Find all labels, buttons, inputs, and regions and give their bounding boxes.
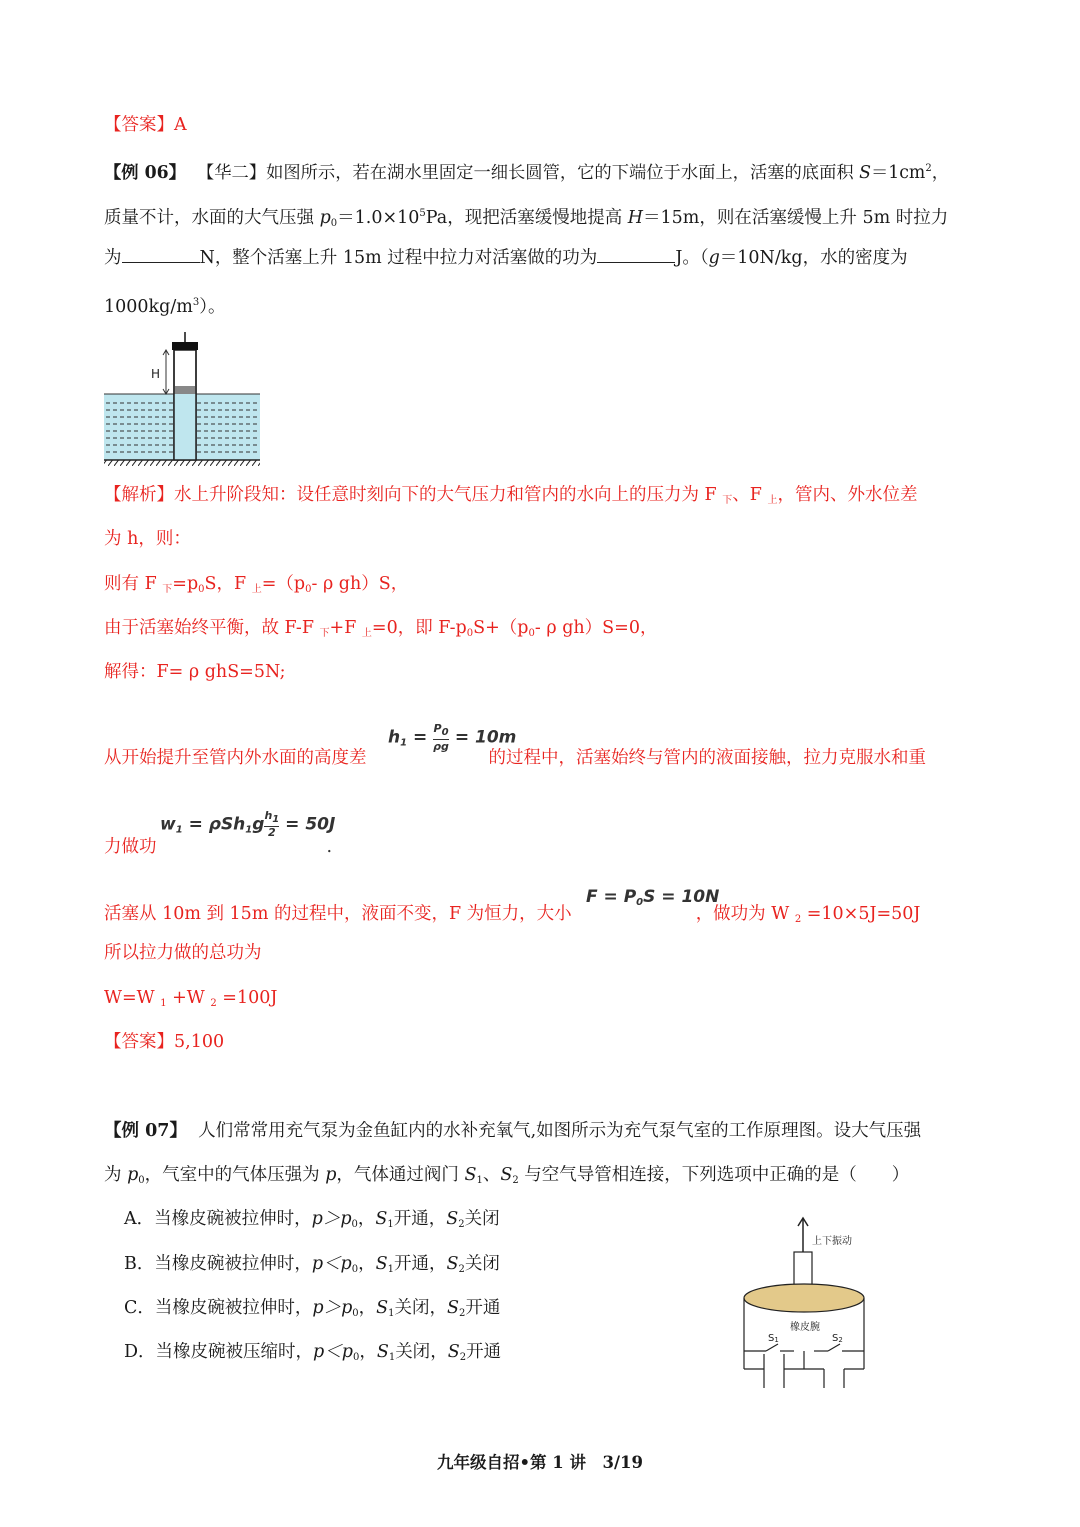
rubber-bowl-label: 橡皮腕 bbox=[790, 1322, 820, 1333]
answer-a: 【答案】A bbox=[104, 115, 187, 135]
ex06-line4: $1000kg/m^3$）。 bbox=[104, 297, 226, 317]
ex07-line1: 【例 07】 人们常常用充气泵为金鱼缸内的水补充氧气,如图所示为充气泵气室的工作原理图。设大气压强 bbox=[104, 1121, 922, 1141]
analysis-line3: 则有 F $_下=p_0S$，F $_上=(p_0-$ ρ gh）S， bbox=[104, 574, 409, 595]
formula-w1: $w_1 = \rho Sh_1g$ $\frac{h1}{2}$ = 50J bbox=[160, 809, 336, 839]
answer-ex06: 【答案】5,100 bbox=[104, 1032, 225, 1052]
option-a[interactable]: A．当橡皮碗被拉伸时，$p>p_0$，$S_1$开通，$S_2$关闭 bbox=[124, 1209, 500, 1230]
answer-blank-2[interactable] bbox=[597, 246, 675, 263]
analysis-line7: 力做功 . bbox=[104, 837, 333, 857]
option-c[interactable]: C．当橡皮碗被拉伸时，$p>p_0$，$S_1$关闭，$S_2$开通 bbox=[124, 1298, 501, 1319]
formula-F: $F = P_0S = 10N$ bbox=[586, 887, 720, 908]
analysis-line2: 为 h，则： bbox=[104, 529, 191, 549]
valve-s1-label: S1 bbox=[768, 1333, 779, 1344]
height-label-H: H bbox=[151, 367, 161, 381]
option-d[interactable]: D．当橡皮碗被压缩时，$p<p_0$，$S_1$关闭，$S_2$开通 bbox=[124, 1342, 502, 1363]
page-footer: 九年级自招•第 1 讲 3/19 bbox=[437, 1453, 643, 1472]
analysis-line5: 解得：F= ρ ghS=5N; bbox=[104, 662, 286, 682]
tube-figure bbox=[102, 330, 264, 468]
formula-h1: $h_1$ = $\frac{P0}{\rho g}$ = 10m bbox=[388, 722, 517, 753]
ex07-line2: 为 $p_0$，气室中的气体压强为 p，气体通过阀门 $S_1$、$S_2$ 与空气导管相连接，下列选项中正确的是（ ） bbox=[104, 1165, 910, 1186]
analysis-line10: W=W $_1$ +W $_2$ =100J bbox=[104, 988, 278, 1009]
ex06-line3: 为 N，整个活塞上升 15m 过程中拉力对活塞做的功为 J。（g＝10N/kg，水的密度为 bbox=[104, 248, 908, 268]
option-b[interactable]: B．当橡皮碗被拉伸时，$p<p_0$，$S_1$开通，$S_2$关闭 bbox=[124, 1254, 500, 1275]
ex06-line1: 【例 06】 【华二】如图所示，若在湖水里固定一细长圆管，它的下端位于水面上，活塞的底面积 $S=1cm^2$， bbox=[104, 163, 949, 183]
valve-s2-label: S2 bbox=[832, 1333, 843, 1344]
pump-figure bbox=[738, 1214, 870, 1390]
analysis-line9: 所以拉力做的总功为 bbox=[104, 943, 262, 963]
vibration-label: 上下振动 bbox=[812, 1236, 852, 1247]
analysis-line6: 从开始提升至管内外水面的高度差 的过程中，活塞始终与管内的液面接触，拉力克服水和重 bbox=[104, 748, 926, 768]
analysis-line8: 活塞从 10m 到 15m 的过程中，液面不变，F 为恒力，大小 ，做功为 W $_2$ =10×5J=50J bbox=[104, 904, 921, 925]
ex06-line2: 质量不计，水面的大气压强 $p_0=1.0\times 10^5Pa$，现把活塞缓慢地提高 H＝15m，则在活塞缓慢上升 5m 时拉力 bbox=[104, 208, 949, 229]
analysis-line4: 由于活塞始终平衡，故 F-F $_下$+F $_上$=0，即 $F-p_0S+(p_0-$ ρ gh）S=0， bbox=[104, 618, 658, 639]
analysis-line1: 【解析】水上升阶段知：设任意时刻向下的大气压力和管内的水向上的压力为 F $_下$、F $_上$，管内、外水位差 bbox=[104, 485, 918, 506]
answer-blank-1[interactable] bbox=[122, 246, 200, 263]
